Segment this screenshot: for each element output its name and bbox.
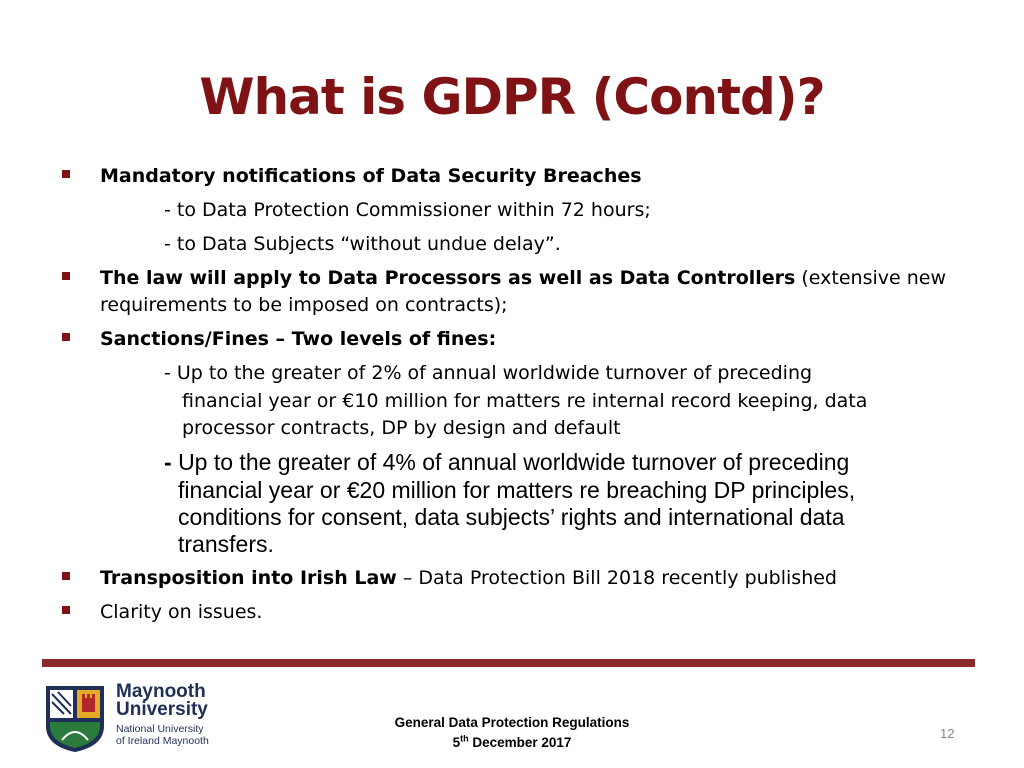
footer-divider: [42, 659, 975, 667]
slide-title: What is GDPR (Contd)?: [199, 68, 825, 126]
bullet-bold-text: Transposition into Irish Law: [100, 567, 397, 589]
square-bullet-icon: [62, 572, 70, 580]
footer-date-suffix: th: [460, 733, 469, 744]
logo-name-line: Maynooth: [116, 681, 206, 702]
fine-level-2-dash: -: [164, 449, 179, 475]
logo-sub-line: National University: [116, 723, 204, 735]
square-bullet-icon: [62, 333, 70, 341]
sub-item: - to Data Protection Commissioner within 72 hours;: [164, 199, 651, 221]
footer-caption: [300, 713, 724, 753]
bullet-text: Sanctions/Fines – Two levels of fines:: [100, 328, 497, 350]
fine-level-2-text: Up to the greater of 4% of annual worldwide turnover of preceding: [178, 449, 850, 475]
bullet-bold-text: The law will apply to Data Processors as well as Data Controllers: [100, 267, 796, 289]
footer-date-rest: December 2017: [468, 735, 572, 750]
bullet-text: [100, 265, 960, 292]
footer-date: [300, 733, 724, 753]
square-bullet-icon: [62, 170, 70, 178]
square-bullet-icon: [62, 606, 70, 614]
page-number: 12: [940, 726, 955, 741]
fine-level-2-line: financial year or €20 million for matters re breaching DP principles,: [178, 477, 856, 503]
bullet-plain-text: (extensive new: [795, 267, 947, 289]
fine-level-1-line: financial year or €10 million for matters re internal record keeping, data: [182, 390, 868, 412]
fine-level-1-line: - Up to the greater of 2% of annual worldwide turnover of preceding: [164, 362, 813, 384]
footer-title: General Data Protection Regulations: [394, 715, 630, 730]
sub-item: - to Data Subjects “without undue delay”.: [164, 233, 561, 255]
square-bullet-icon: [62, 272, 70, 280]
bullet-text: Mandatory notifications of Data Security Breaches: [100, 165, 642, 187]
logo-wordmark: [116, 683, 209, 747]
fine-level-1-line: processor contracts, DP by design and default: [182, 417, 621, 439]
bullet-text: Clarity on issues.: [100, 601, 263, 623]
footer-date-day: 5: [452, 735, 461, 750]
maynooth-crest-icon: [44, 684, 106, 754]
fine-level-2-line: transfers.: [178, 531, 274, 557]
fine-level-2-line: [164, 449, 849, 476]
bullet-continuation: requirements to be imposed on contracts);: [100, 294, 508, 316]
logo-name-line: University: [116, 699, 208, 720]
fine-level-2-line: conditions for consent, data subjects’ rights and international data: [178, 504, 845, 530]
bullet-text: [100, 565, 960, 592]
logo-sub-line: of Ireland Maynooth: [116, 735, 209, 747]
bullet-plain-text: – Data Protection Bill 2018 recently published: [396, 567, 837, 589]
